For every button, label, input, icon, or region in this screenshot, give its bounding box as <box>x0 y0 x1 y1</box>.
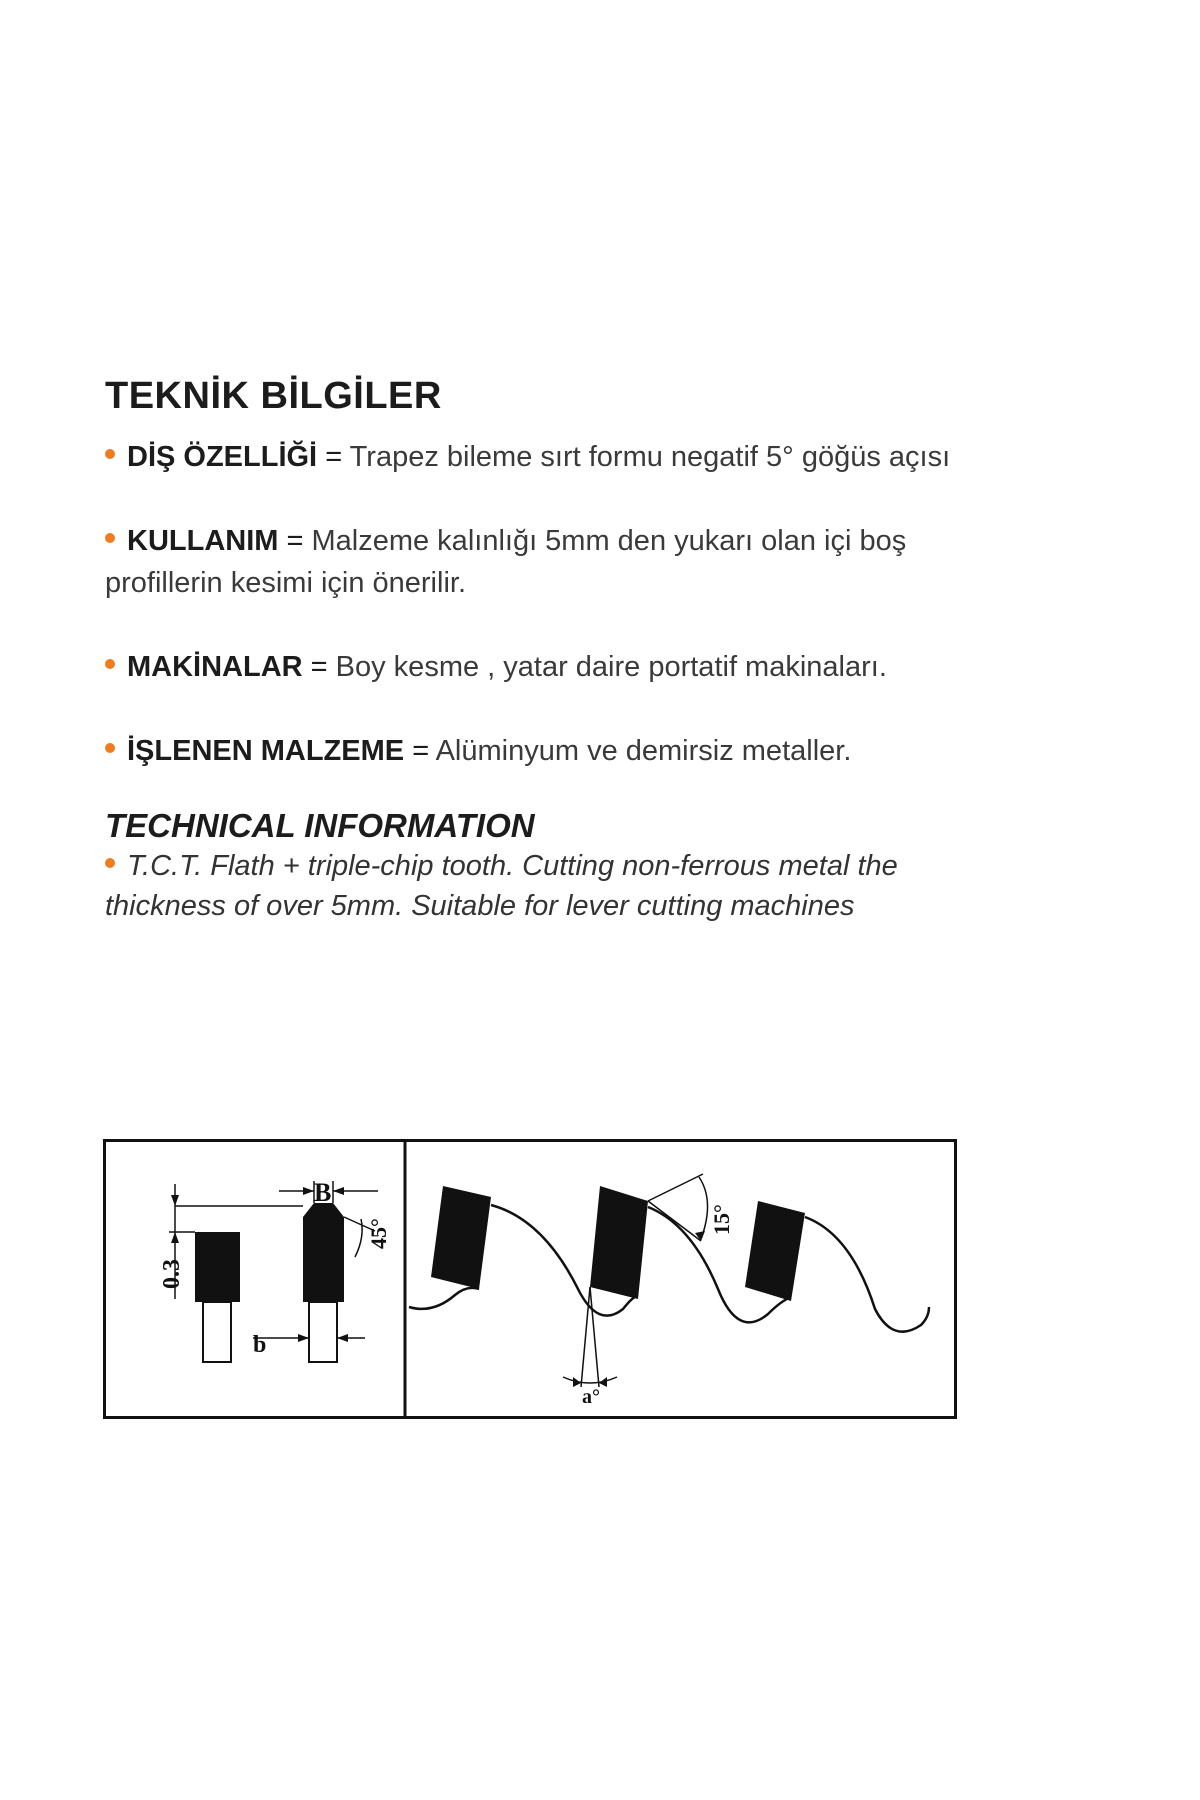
technical-sheet <box>105 372 965 926</box>
spec-equals: = <box>286 525 304 557</box>
bullet-icon <box>105 449 115 459</box>
spec-dis-ozelligi <box>105 436 965 478</box>
spec-kullanim <box>105 520 965 604</box>
tooth-geometry-diagram <box>103 1139 957 1419</box>
spec-value: Trapez bileme sırt formu negatif 5° göğüs açısı <box>349 441 951 473</box>
spec-equals: = <box>325 441 343 473</box>
flat-tooth-body <box>203 1302 231 1362</box>
spec-key: KULLANIM <box>127 525 279 557</box>
spec-value: Alüminyum ve demirsiz metaller. <box>435 735 852 767</box>
dim-label-15: 15° <box>709 1204 734 1235</box>
cross-section-panel <box>159 1178 391 1362</box>
spec-islenen-malzeme <box>105 730 965 772</box>
bullet-icon <box>105 659 115 669</box>
spec-key: DİŞ ÖZELLİĞİ <box>127 441 318 473</box>
technical-description <box>105 846 965 926</box>
saw-tooth-1 <box>431 1186 491 1289</box>
spec-makinalar <box>105 646 965 688</box>
heading-teknik-bilgiler: TEKNİK BİLGİLER <box>105 375 442 417</box>
saw-profile-panel <box>409 1174 929 1408</box>
dim-label-0.3: 0.3 <box>159 1259 185 1289</box>
technical-text: T.C.T. Flath + triple-chip tooth. Cutting non-ferrous metal the thickness of over 5mm. Suitable for lever cutting machines <box>105 850 898 922</box>
dim-label-a: a° <box>582 1386 600 1408</box>
dim-label-b: b <box>253 1332 267 1358</box>
bullet-icon <box>105 858 115 868</box>
chamfer-tooth-tip <box>303 1203 344 1302</box>
dim-label-B: B <box>314 1178 332 1207</box>
bullet-icon <box>105 743 115 753</box>
flat-tooth-tip <box>195 1232 240 1302</box>
spec-equals: = <box>412 735 430 767</box>
heading-technical-information: TECHNICAL INFORMATION <box>105 807 535 844</box>
bullet-icon <box>105 533 115 543</box>
spec-value: Boy kesme , yatar daire portatif makinaları. <box>335 651 887 683</box>
spec-value: Malzeme kalınlığı 5mm den yukarı olan içi boş profillerin kesimi için önerilir. <box>105 525 907 599</box>
spec-key: İŞLENEN MALZEME <box>127 735 405 767</box>
dim-label-45: 45° <box>366 1218 391 1249</box>
spec-key: MAKİNALAR <box>127 651 303 683</box>
saw-tooth-2 <box>590 1186 648 1299</box>
saw-tooth-3 <box>745 1201 805 1301</box>
spec-equals: = <box>310 651 328 683</box>
chamfer-tooth-body <box>309 1302 337 1362</box>
